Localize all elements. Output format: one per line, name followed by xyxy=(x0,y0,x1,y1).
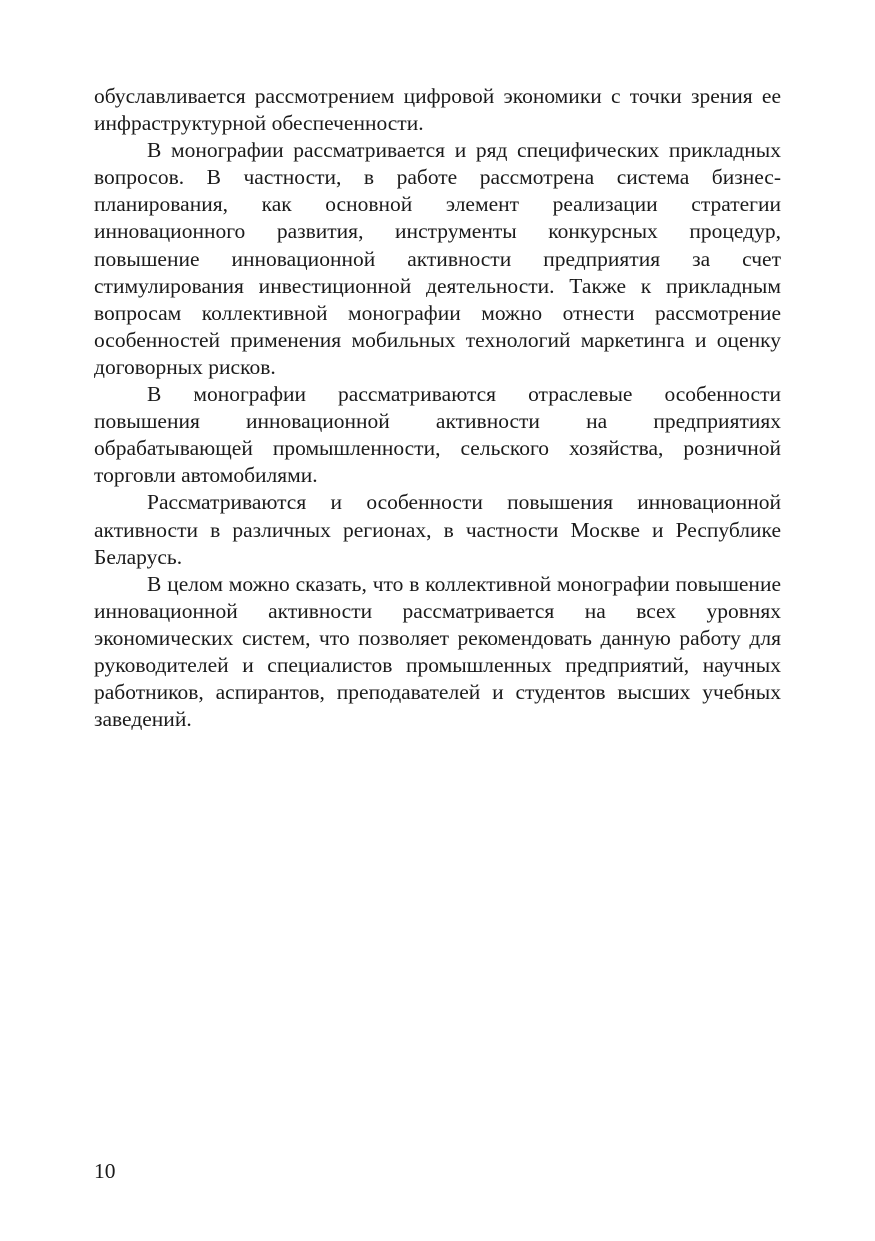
paragraph-conclusion: В целом можно сказать, что в коллективной монографии повышение инновационной активности рассматривается на всех уровнях экономических систем, что позволяет рекомендовать данную работу для руководителей и специалистов промышленных предприятий, научных работников, аспирантов, преподавателей и студентов высших учебных заведений. xyxy=(94,571,781,732)
paragraph-continuation: обуславливается рассмотрением цифровой экономики с точки зрения ее инфраструктурной обеспеченности. xyxy=(94,84,781,136)
paragraph-regional-features: Рассматриваются и особенности повышения инновационной активности в различных регионах, в частности Москве и Республике Беларусь. xyxy=(94,490,781,569)
paragraph-applied-questions: В монографии рассматривается и ряд специфических прикладных вопросов. В частности, в работе рассмотрена система бизнес-планирования, как основной элемент реализации стратегии инновационного развития, инструменты конкурсных процедур, повышение инновационной активности предприятия за счет стимулирования инвестиционной деятельности. Также к прикладным вопросам коллективной монографии можно отнести рассмотрение особенностей применения мобильных технологий маркетинга и оценку договорных рисков. xyxy=(94,138,781,379)
paragraph-industry-features: В монографии рассматриваются отраслевые особенности повышения инновационной активности на предприятиях обрабатывающей промышленности, сельского хозяйства, розничной торговли автомобилями. xyxy=(94,382,781,488)
body-text xyxy=(94,83,781,733)
page-number: 10 xyxy=(94,1159,116,1183)
